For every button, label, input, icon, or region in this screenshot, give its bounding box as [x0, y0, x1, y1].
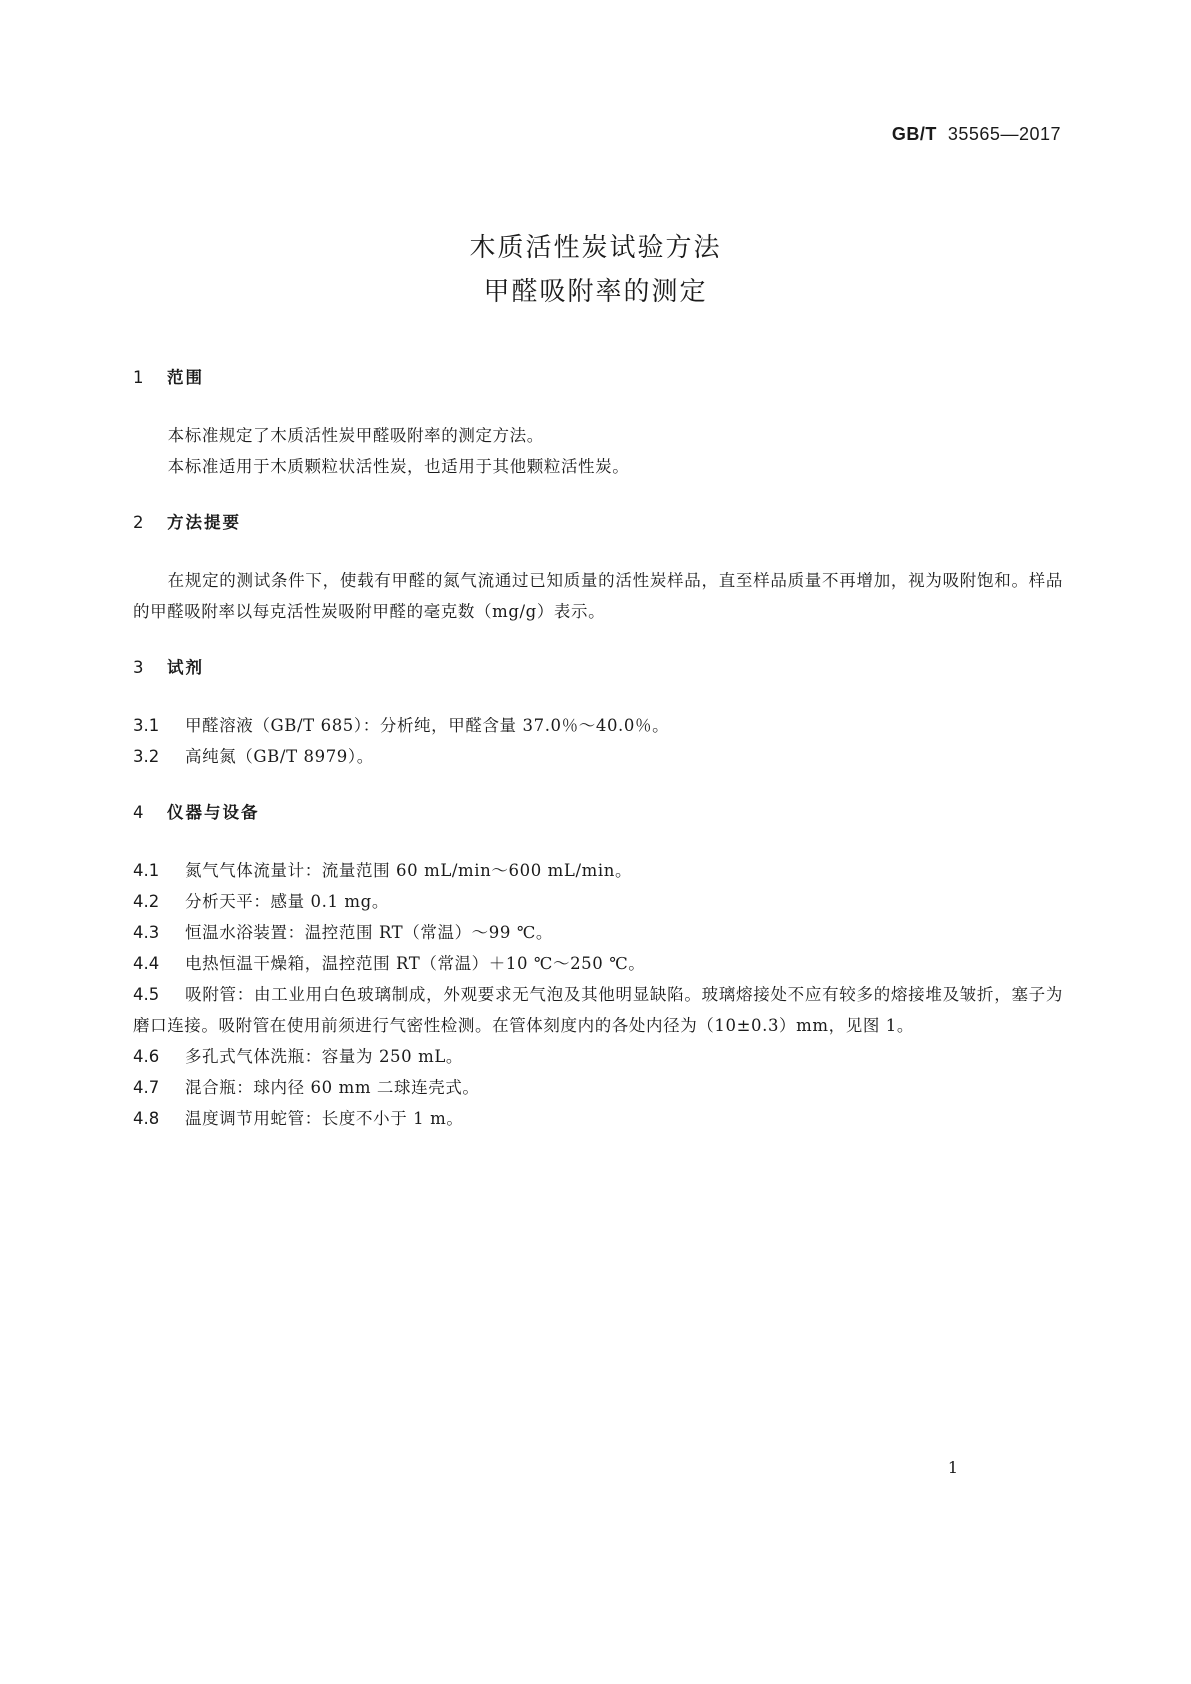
section-title: 范围: [167, 368, 204, 387]
clause-item: [133, 1041, 1063, 1072]
paragraph: 本标准适用于木质颗粒状活性炭，也适用于其他颗粒活性炭。: [167, 457, 630, 476]
section-number: 4: [133, 803, 144, 822]
section-title: 仪器与设备: [167, 803, 260, 822]
clause-text: 甲醛溶液（GB/T 685）：分析纯，甲醛含量 37.0％～40.0％。: [185, 716, 670, 735]
clause-item: [133, 917, 1063, 948]
clause-text: 温度调节用蛇管：长度不小于 1 m。: [185, 1109, 464, 1128]
clause-item: [133, 886, 1063, 917]
title-line-1: 木质活性炭试验方法: [469, 233, 722, 263]
paragraph: 在规定的测试条件下，使载有甲醛的氮气流通过已知质量的活性炭样品，直至样品质量不再增加，视为吸附饱和。样品的甲醛吸附率以每克活性炭吸附甲醛的毫克数（mg/g）表示。: [133, 571, 1063, 621]
document-body: [133, 365, 1063, 1134]
section-number: 2: [133, 513, 144, 532]
clause-text: 电热恒温干燥箱，温控范围 RT（常温）＋10 ℃～250 ℃。: [185, 954, 646, 973]
clause-number: 4.8: [133, 1109, 160, 1128]
clause-item: [133, 979, 1063, 1041]
clause-text: 分析天平：感量 0.1 mg。: [185, 892, 389, 911]
clause-number: 3.2: [133, 747, 160, 766]
document-title: [0, 226, 1191, 314]
clause-text: 氮气气体流量计：流量范围 60 mL/min～600 mL/min。: [185, 861, 633, 880]
standard-code: GB/T: [891, 124, 937, 144]
section-title: 试剂: [167, 658, 204, 677]
clause-number: 4.4: [133, 954, 160, 973]
clause-item: [133, 1072, 1063, 1103]
section-3-heading: [133, 655, 1063, 681]
standard-year: 35565—2017: [947, 124, 1061, 144]
section-1-heading: [133, 365, 1063, 391]
section-number: 3: [133, 658, 144, 677]
paragraph: 本标准规定了木质活性炭甲醛吸附率的测定方法。: [167, 426, 544, 445]
clause-number: 4.2: [133, 892, 160, 911]
section-title: 方法提要: [167, 513, 241, 532]
clause-item: [133, 741, 1063, 772]
clause-text: 多孔式气体洗瓶：容量为 250 mL。: [185, 1047, 463, 1066]
clause-number: 3.1: [133, 716, 160, 735]
page-number: 1: [947, 1458, 958, 1477]
clause-number: 4.5: [133, 985, 160, 1004]
section-2-heading: [133, 510, 1063, 536]
clause-number: 4.1: [133, 861, 160, 880]
clause-item: [133, 948, 1063, 979]
clause-text: 恒温水浴装置：温控范围 RT（常温）～99 ℃。: [185, 923, 553, 942]
clause-text: 吸附管：由工业用白色玻璃制成，外观要求无气泡及其他明显缺陷。玻璃熔接处不应有较多的熔接堆及皱折，塞子为磨口连接。吸附管在使用前须进行气密性检测。在管体刻度内的各处内径为（10±0.3）mm，见图 1。: [133, 985, 1063, 1035]
section-number: 1: [133, 368, 144, 387]
title-line-2: 甲醛吸附率的测定: [483, 277, 708, 307]
clause-number: 4.7: [133, 1078, 160, 1097]
clause-text: 混合瓶：球内径 60 mm 二球连壳式。: [185, 1078, 480, 1097]
clause-item: [133, 710, 1063, 741]
clause-number: 4.6: [133, 1047, 160, 1066]
clause-item: [133, 855, 1063, 886]
standard-number: [892, 124, 1061, 145]
section-4-heading: [133, 800, 1063, 826]
clause-number: 4.3: [133, 923, 160, 942]
clause-item: [133, 1103, 1063, 1134]
clause-text: 高纯氮（GB/T 8979）。: [185, 747, 374, 766]
